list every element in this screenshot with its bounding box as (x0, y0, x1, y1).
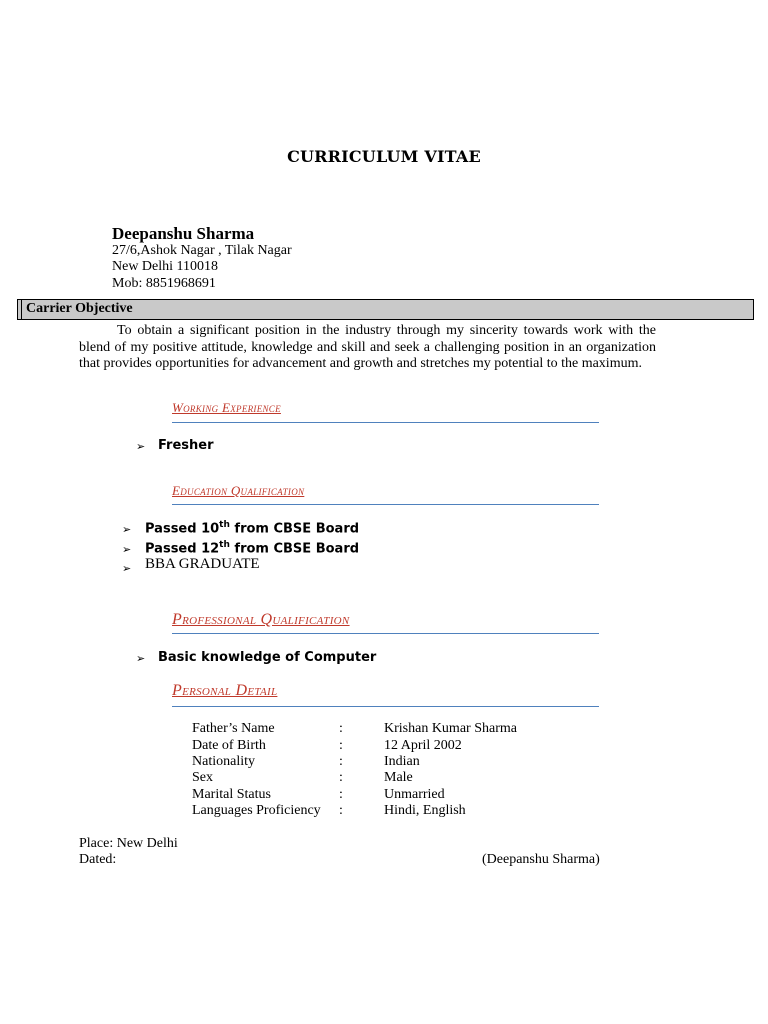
detail-value: Krishan Kumar Sharma (384, 721, 517, 736)
professional-item: Basic knowledge of Computer (158, 650, 377, 665)
detail-value: 12 April 2002 (384, 738, 462, 753)
section-heading-professional: Professional Qualification (172, 611, 350, 628)
detail-value: Male (384, 770, 413, 785)
section-heading-education: Education Qualification (172, 483, 305, 498)
detail-colon: : (339, 770, 343, 785)
education-item-2: Passed 12th from CBSE Board (145, 540, 360, 557)
detail-label: Languages Proficiency (192, 803, 321, 818)
education-item-1: Passed 10th from CBSE Board (145, 520, 360, 537)
section-rule (172, 504, 599, 505)
objective-text: To obtain a significant position in the industry through my sincerity towards work with the blend of my positive attitude, knowledge and skill and seek a challenging position in an organization that provides opportunities for advancement and growth and stretches my potential to the maximum. (79, 323, 656, 371)
detail-label: Date of Birth (192, 738, 266, 753)
detail-label: Nationality (192, 754, 255, 769)
bullet-icon: ➢ (136, 652, 146, 665)
detail-colon: : (339, 738, 343, 753)
education-item-3: BBA GRADUATE (145, 556, 260, 572)
detail-colon: : (339, 803, 343, 818)
bullet-icon: ➢ (122, 543, 132, 556)
detail-label: Marital Status (192, 787, 271, 802)
phone-number: Mob: 8851968691 (112, 276, 216, 291)
place: Place: New Delhi (79, 836, 178, 851)
detail-colon: : (339, 721, 343, 736)
detail-label: Sex (192, 770, 213, 785)
section-heading-personal: Personal Detail (172, 682, 278, 699)
section-heading-work: Working Experience (172, 400, 281, 415)
detail-label: Father’s Name (192, 721, 275, 736)
dated: Dated: (79, 852, 117, 867)
work-item: Fresher (158, 438, 214, 453)
divider (21, 300, 22, 319)
section-rule (172, 633, 599, 634)
bullet-icon: ➢ (122, 523, 132, 536)
section-rule (172, 706, 599, 707)
address-line-1: 27/6,Ashok Nagar , Tilak Nagar (112, 243, 292, 258)
bullet-icon: ➢ (122, 562, 132, 575)
section-rule (172, 422, 599, 423)
detail-colon: : (339, 754, 343, 769)
signature: (Deepanshu Sharma) (482, 852, 600, 867)
document-title: CURRICULUM VITAE (287, 147, 481, 166)
detail-colon: : (339, 787, 343, 802)
candidate-name: Deepanshu Sharma (112, 224, 255, 243)
objective-heading-bar (17, 299, 754, 320)
address-line-2: New Delhi 110018 (112, 259, 219, 274)
bullet-icon: ➢ (136, 440, 146, 453)
detail-value: Indian (384, 754, 420, 769)
objective-heading: Carrier Objective (26, 301, 133, 316)
detail-value: Hindi, English (384, 803, 466, 818)
detail-value: Unmarried (384, 787, 445, 802)
